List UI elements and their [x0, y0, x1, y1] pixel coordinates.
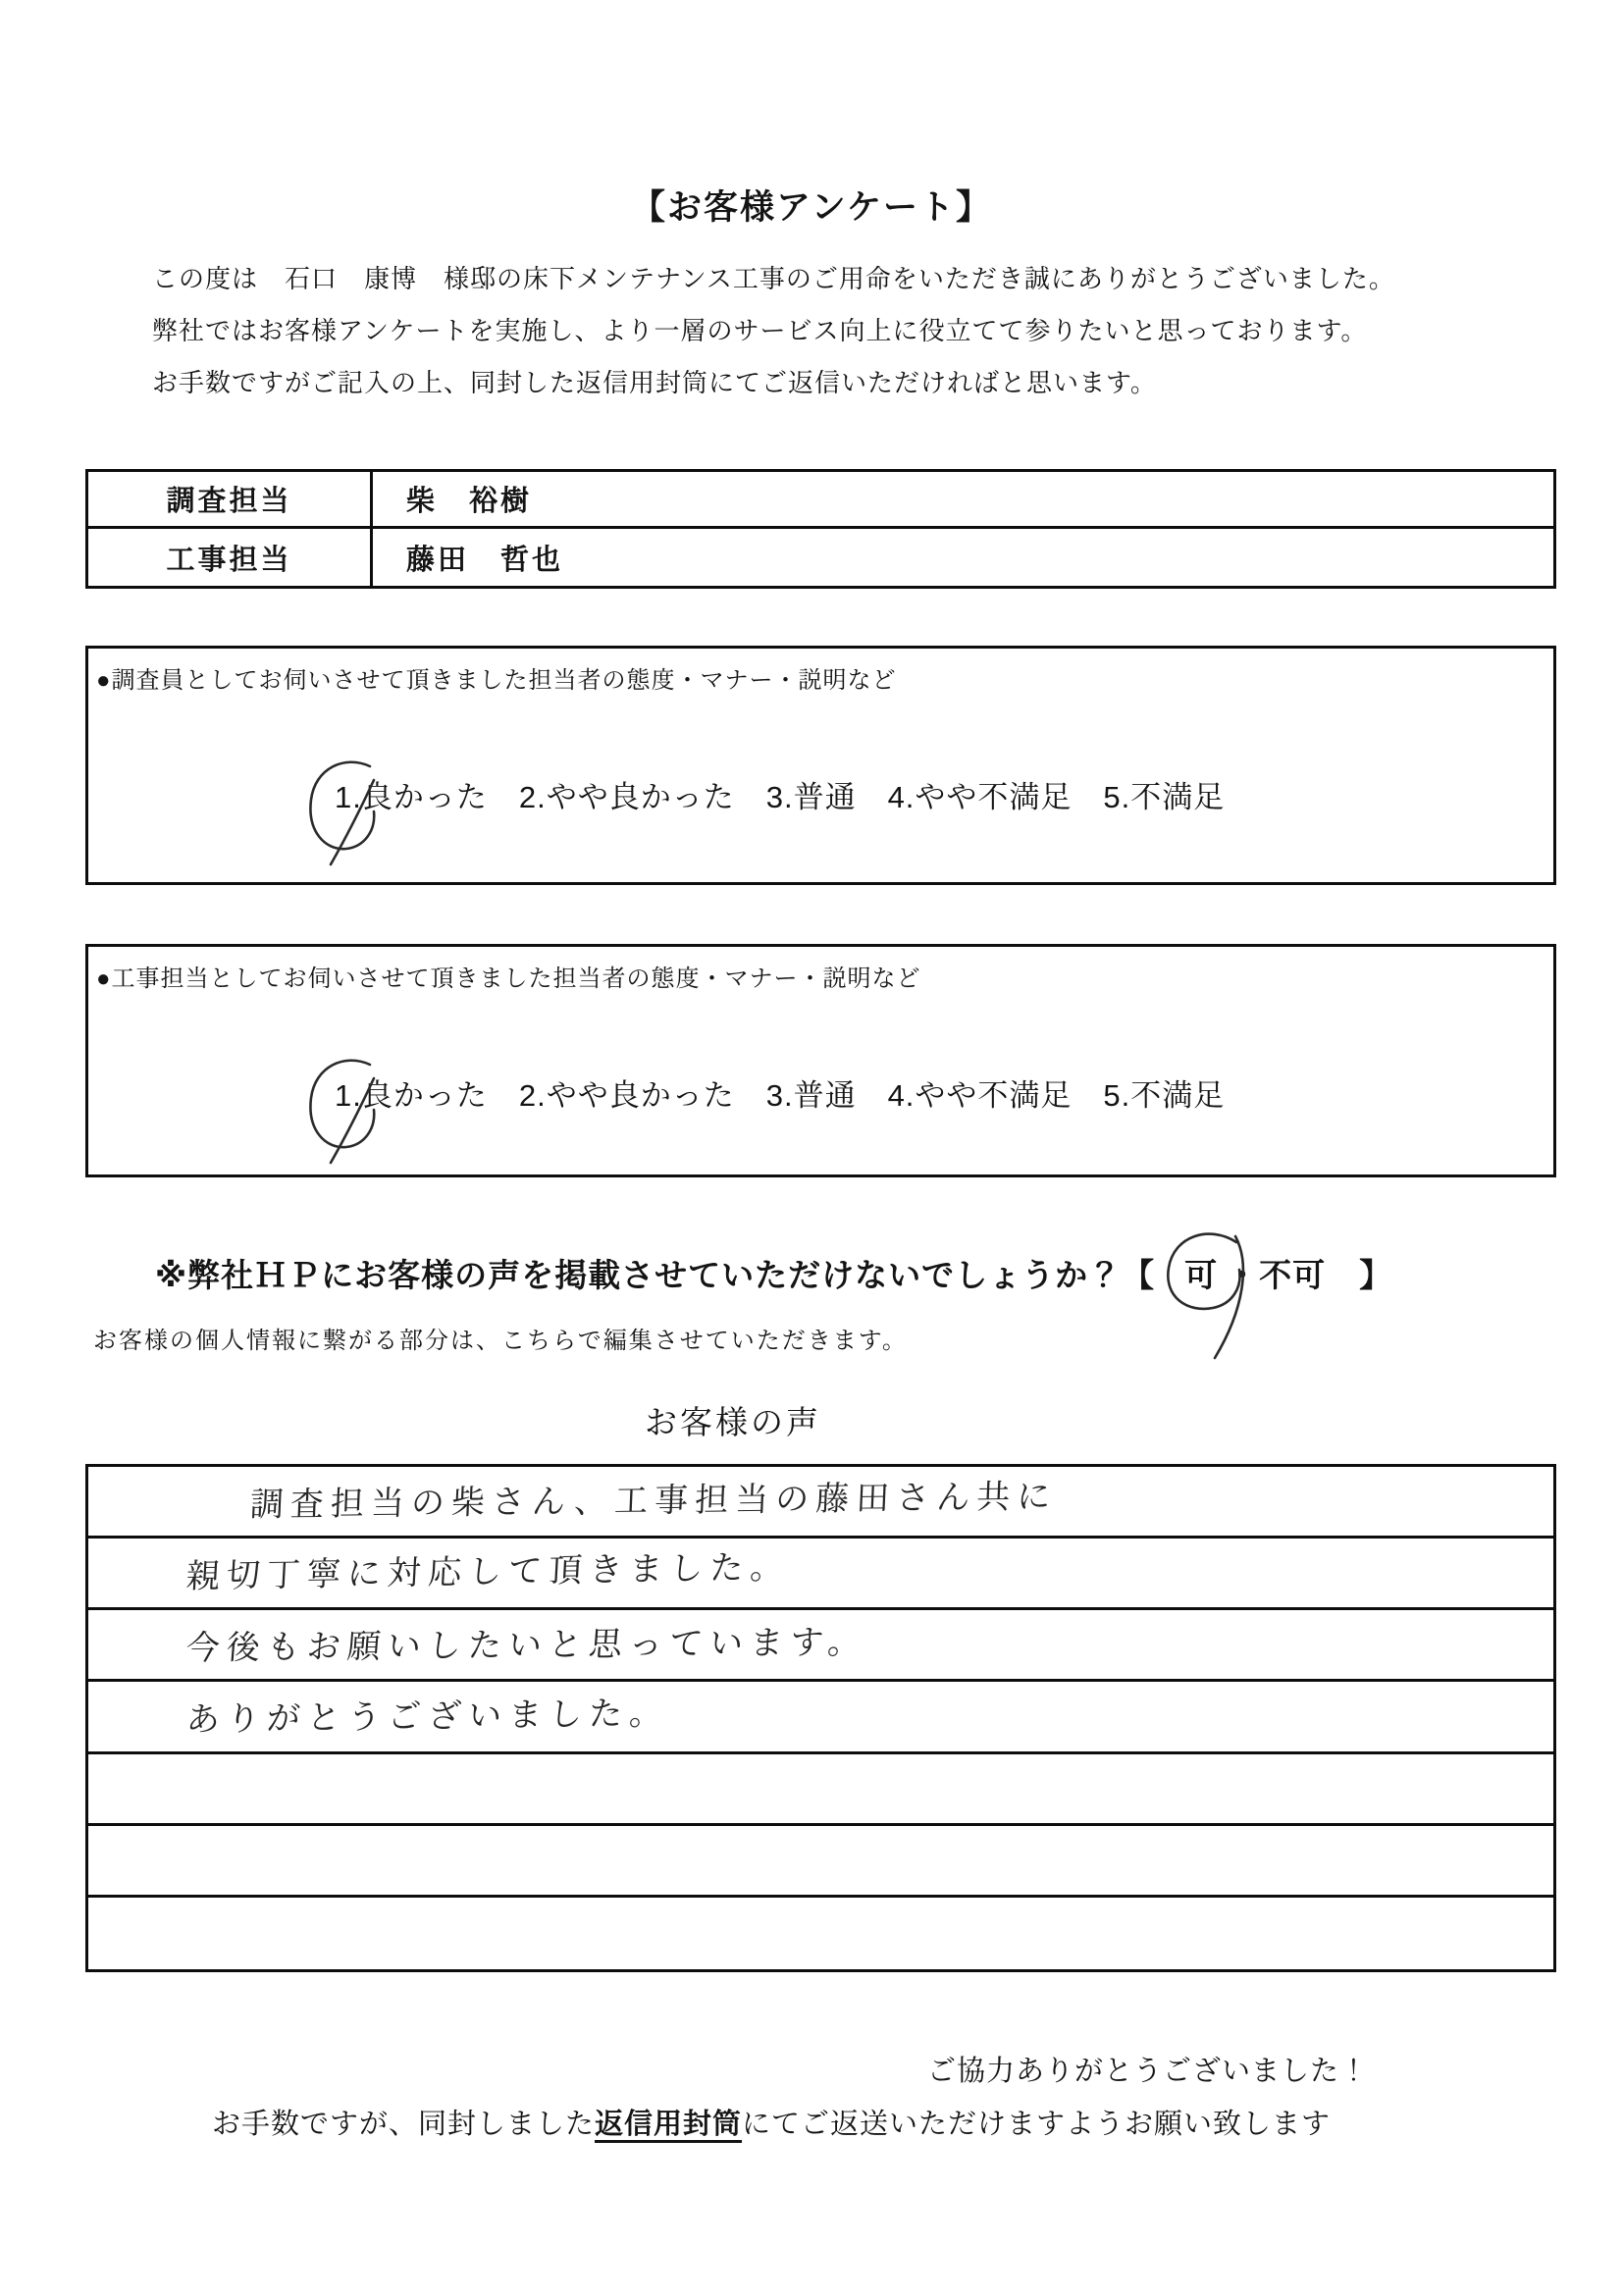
voice-row [88, 1826, 1553, 1898]
section-heading: ●調査員としてお伺いさせて頂きました担当者の態度・マナー・説明など [96, 667, 897, 694]
handwritten-comment: 調査担当の柴さん、工事担当の藤田さん共に [249, 1477, 1059, 1524]
survey-section-construction [85, 944, 1556, 1177]
handwritten-comment: 今後もお願いしたいと思っています。 [184, 1623, 870, 1667]
voice-row [88, 1754, 1553, 1826]
intro-line-3: お手数ですがご記入の上、同封した返信用封筒にてご返信いただければと思います。 [152, 368, 1157, 397]
rating-options [335, 772, 1225, 816]
hp-question-text: ※弊社ＨＰにお客様の声を掲載させていただけないでしょうか？【 [155, 1257, 1156, 1293]
page-title: 【お客様アンケート】 [631, 188, 992, 227]
voice-row [88, 1467, 1553, 1539]
rating-options-text: 良かった 2.やや良かった 3.普通 4.やや不満足 5.不満足 [361, 1078, 1226, 1113]
staff-table [85, 469, 1556, 589]
rating-options-text: 良かった 2.やや良かった 3.普通 4.やや不満足 5.不満足 [361, 780, 1226, 814]
intro-line-1: この度は 石口 康博 様邸の床下メンテナンス工事のご用命をいただき誠にありがとうございました。 [152, 264, 1395, 293]
footer-return-envelope-emphasis: 返信用封筒 [595, 2109, 743, 2140]
intro-paragraph [152, 253, 1395, 409]
handwritten-comment: ありがとうございました。 [184, 1695, 671, 1739]
intro-line-2: 弊社ではお客様アンケートを実施し、より一層のサービス向上に役立てて参りたいと思っております。 [152, 316, 1368, 345]
rating-selected-option [335, 1078, 362, 1114]
rating-options [335, 1070, 1225, 1115]
footer-request-before: お手数ですが、同封しました [212, 2109, 596, 2140]
rating-option-number: 1. [335, 1078, 362, 1113]
voice-row [88, 1682, 1553, 1753]
customer-voice-box [85, 1464, 1556, 1972]
survey-section-investigator [85, 646, 1556, 885]
hp-choice-separator: ・ [1226, 1257, 1260, 1293]
handwritten-circle-icon [301, 1053, 395, 1169]
staff-label-survey: 調査担当 [88, 472, 373, 529]
staff-name-construction: 藤田 哲也 [406, 544, 564, 576]
staff-label-construction: 工事担当 [88, 529, 373, 586]
handwritten-circle-icon [1158, 1228, 1256, 1385]
handwritten-comment: 親切丁寧に対応して頂きました。 [184, 1548, 792, 1595]
hp-privacy-note: お客様の個人情報に繋がる部分は、こちらで編集させていただきます。 [93, 1328, 908, 1354]
customer-voice-heading: お客様の声 [645, 1404, 821, 1440]
hp-bracket-close: 】 [1359, 1257, 1393, 1293]
footer-return-request [212, 2102, 1331, 2142]
footer-request-after: にてご返送いただけますようお願い致します [742, 2109, 1332, 2140]
section-heading: ●工事担当としてお伺いさせて頂きました担当者の態度・マナー・説明など [96, 965, 921, 992]
voice-row [88, 1539, 1553, 1610]
rating-option-number: 1. [335, 780, 362, 814]
voice-row [88, 1898, 1553, 1969]
voice-row [88, 1610, 1553, 1682]
hp-choice-ok: 可 [1184, 1250, 1218, 1296]
rating-selected-option [335, 780, 362, 815]
handwritten-circle-icon [301, 755, 395, 870]
staff-name-survey: 柴 裕樹 [373, 472, 1553, 529]
hp-choice-ng: 不可 [1259, 1257, 1327, 1293]
hp-publish-question [155, 1250, 1392, 1296]
footer-thanks: ご協力ありがとうございました！ [926, 2056, 1369, 2087]
